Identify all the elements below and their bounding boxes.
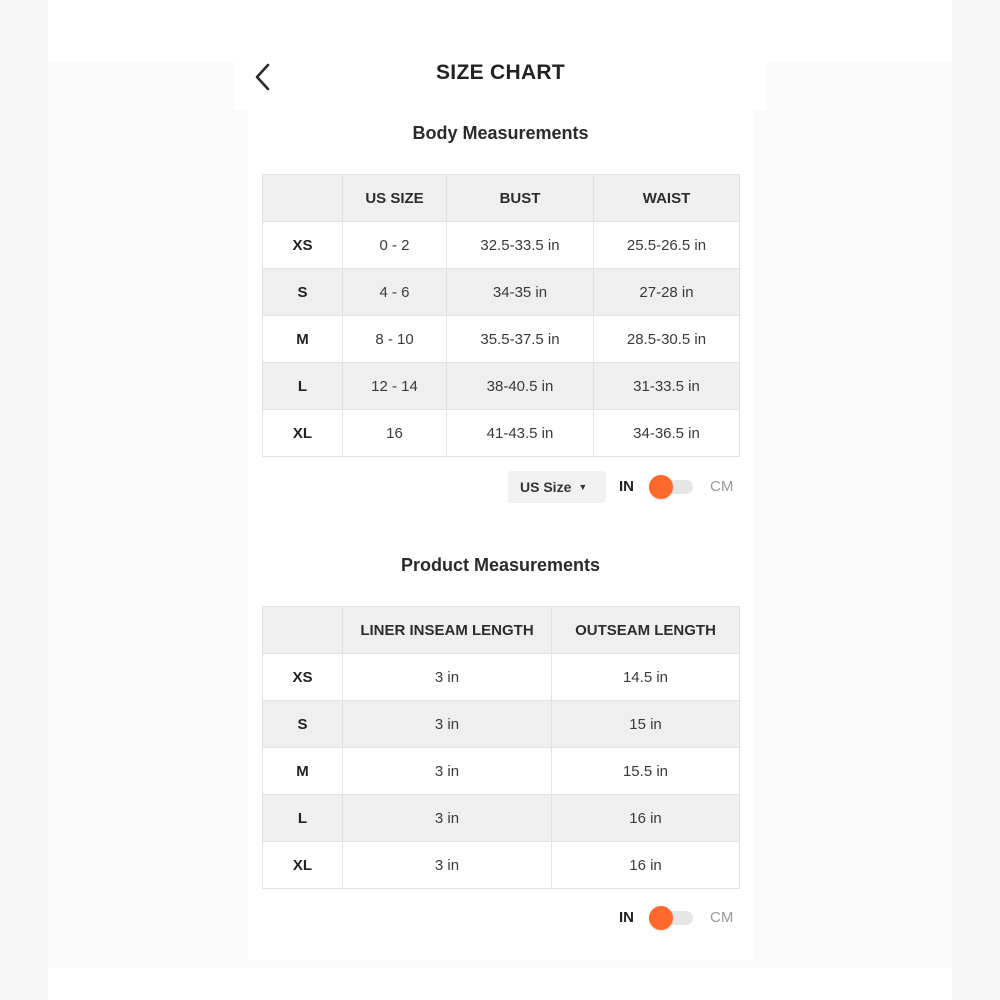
table-row bbox=[263, 748, 740, 795]
table-row bbox=[263, 701, 740, 748]
table-row bbox=[263, 795, 740, 842]
caret-down-icon: ▼ bbox=[578, 482, 588, 492]
outseam-cell: 15.5 in bbox=[552, 748, 740, 795]
table-row bbox=[263, 316, 740, 363]
size-chart-panel bbox=[248, 110, 753, 960]
column-header: LINER INSEAM LENGTH bbox=[343, 607, 552, 654]
waist-cell: 25.5-26.5 in bbox=[594, 222, 740, 269]
outseam-cell: 15 in bbox=[552, 701, 740, 748]
size-label: XS bbox=[263, 222, 343, 269]
size-label: L bbox=[263, 363, 343, 410]
liner-inseam-cell: 3 in bbox=[343, 842, 552, 889]
liner-inseam-cell: 3 in bbox=[343, 654, 552, 701]
us-size-cell: 8 - 10 bbox=[343, 316, 447, 363]
size-label: XL bbox=[263, 410, 343, 457]
unit-cm-label: CM bbox=[710, 478, 734, 495]
bust-cell: 35.5-37.5 in bbox=[447, 316, 594, 363]
table-row bbox=[263, 363, 740, 410]
page-title: SIZE CHART bbox=[436, 61, 565, 84]
bust-cell: 32.5-33.5 in bbox=[447, 222, 594, 269]
waist-cell: 34-36.5 in bbox=[594, 410, 740, 457]
size-label: XL bbox=[263, 842, 343, 889]
bust-cell: 34-35 in bbox=[447, 269, 594, 316]
waist-cell: 27-28 in bbox=[594, 269, 740, 316]
column-header bbox=[263, 175, 343, 222]
product-measurements-title: Product Measurements bbox=[400, 555, 601, 575]
toggle-knob bbox=[649, 475, 673, 499]
table-header-row bbox=[263, 607, 740, 654]
size-label: M bbox=[263, 748, 343, 795]
unit-toggle[interactable] bbox=[649, 473, 695, 501]
size-label: M bbox=[263, 316, 343, 363]
waist-cell: 28.5-30.5 in bbox=[594, 316, 740, 363]
size-system-dropdown[interactable] bbox=[508, 471, 606, 503]
waist-cell: 31-33.5 in bbox=[594, 363, 740, 410]
body-measurements-title: Body Measurements bbox=[412, 123, 589, 143]
liner-inseam-cell: 3 in bbox=[343, 701, 552, 748]
table-row bbox=[263, 269, 740, 316]
column-header bbox=[263, 607, 343, 654]
header-bar bbox=[234, 40, 767, 110]
column-header: OUTSEAM LENGTH bbox=[552, 607, 740, 654]
column-header: BUST bbox=[447, 175, 594, 222]
table-row bbox=[263, 410, 740, 457]
size-label: S bbox=[263, 269, 343, 316]
us-size-cell: 16 bbox=[343, 410, 447, 457]
unit-cm-label: CM bbox=[710, 909, 734, 926]
table-row bbox=[263, 842, 740, 889]
liner-inseam-cell: 3 in bbox=[343, 795, 552, 842]
size-label: XS bbox=[263, 654, 343, 701]
table-header-row bbox=[263, 175, 740, 222]
size-system-label: US Size bbox=[520, 479, 572, 495]
column-header: WAIST bbox=[594, 175, 740, 222]
product-measurements-table bbox=[262, 606, 740, 889]
unit-in-label: IN bbox=[619, 478, 634, 495]
us-size-cell: 0 - 2 bbox=[343, 222, 447, 269]
bottom-band bbox=[48, 968, 952, 1000]
bust-cell: 38-40.5 in bbox=[447, 363, 594, 410]
table-row bbox=[263, 654, 740, 701]
outseam-cell: 14.5 in bbox=[552, 654, 740, 701]
us-size-cell: 4 - 6 bbox=[343, 269, 447, 316]
size-label: S bbox=[263, 701, 343, 748]
us-size-cell: 12 - 14 bbox=[343, 363, 447, 410]
column-header: US SIZE bbox=[343, 175, 447, 222]
bust-cell: 41-43.5 in bbox=[447, 410, 594, 457]
outseam-cell: 16 in bbox=[552, 842, 740, 889]
unit-in-label: IN bbox=[619, 909, 634, 926]
table-row bbox=[263, 222, 740, 269]
size-label: L bbox=[263, 795, 343, 842]
body-measurements-table bbox=[262, 174, 740, 457]
outseam-cell: 16 in bbox=[552, 795, 740, 842]
unit-toggle[interactable] bbox=[649, 904, 695, 932]
toggle-knob bbox=[649, 906, 673, 930]
liner-inseam-cell: 3 in bbox=[343, 748, 552, 795]
